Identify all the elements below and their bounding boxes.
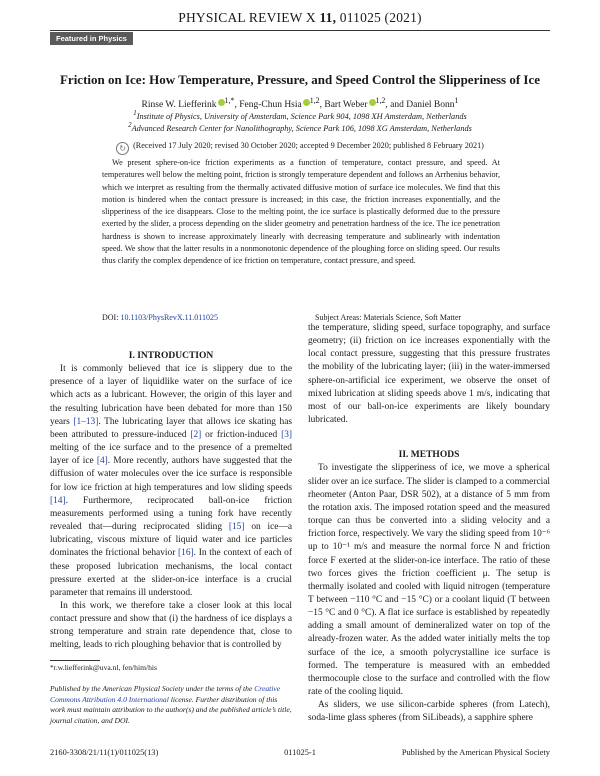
author-list: Rinse W. Liefferink $^{1,*}$, Feng-Chun Hsia $^{1,2}$, Bart Weber $^{1,2}$, and Daniel Bonn$^1$ — [141, 96, 459, 111]
author-name: Bart Weber — [324, 100, 368, 111]
right-column — [308, 322, 550, 726]
journal-header — [0, 10, 600, 26]
author-name: Feng-Chun Hsia — [239, 100, 302, 111]
article-info: 011025 (2021) — [339, 10, 422, 25]
author-affil: 1 — [454, 96, 459, 105]
subject-areas: Subject Areas: Materials Science, Soft Matter — [315, 313, 462, 322]
footer-publisher: Published by the American Physical Society — [401, 748, 550, 757]
author-name: Daniel Bonn — [406, 100, 455, 111]
citation-link[interactable]: [1–13] — [73, 416, 99, 427]
received-dates: ↻ (Received 17 July 2020; revised 30 October 2020; accepted 9 December 2020; published 8 February 2021) — [0, 141, 600, 155]
footnote-rule — [50, 660, 100, 661]
affiliation-2: $^2$Advanced Research Center for Nanolithography, Science Park 106, 1098 XG Amsterdam, Netherlands — [128, 122, 472, 133]
check-for-updates-icon[interactable]: ↻ — [116, 142, 129, 155]
footer-page-number: 011025-1 — [284, 748, 316, 757]
corresponding-author-footnote: *r.w.liefferink@uva.nl, fen/him/his — [50, 663, 157, 672]
methods-heading: II. METHODS — [398, 450, 460, 461]
citation-link[interactable]: [14] — [50, 495, 66, 506]
author-name: Rinse W. Liefferink — [141, 100, 217, 111]
citation-link[interactable]: [2] — [190, 429, 202, 440]
license-link[interactable]: Creative Commons Attribution 4.0 International — [50, 684, 281, 704]
intro-paragraph-2-continued: the temperature, sliding speed, surface topography, and surface geometry; (ii) friction on ice increases exponentially with the local contact pressure, suggesting that this pressure frustrates the mobility of the lubricating layer; (iii) in the water-immersed sphere-on-artificial ice experiment, we observe the onset of mixed lubrication at sliding speeds above 1 m/s, indicating that most of our ball-on-ice experiments are likely boundary lubricated. — [308, 323, 550, 426]
paper-title: Friction on Ice: How Temperature, Pressure, and Speed Control the Slipperiness of Ice — [59, 72, 541, 87]
header-rule — [50, 30, 550, 31]
license-notice: Published by the American Physical Society under the terms of the Creative Commons Attribution 4.0 International license. Further distribution of this work must maintain attribution to the author(s) and the published article’s title, journal citation, and DOI. — [50, 684, 292, 725]
citation-link[interactable]: [3] — [281, 429, 293, 440]
intro-paragraph-2: In this work, we therefore take a closer look at this local contact pressure and show that (i) the hardness of ice displays a strong temperature and strain rate dependence that, close to melting, leads to rich ploughing behavior that is controlled by — [50, 600, 292, 651]
citation-link[interactable]: [4] — [96, 456, 108, 467]
author-affil: 1,2 — [375, 96, 386, 105]
methods-paragraph-1: To investigate the slipperiness of ice, we move a spherical slider over an ice surface. The slider is clamped to a commercial rheometer (Anton Paar, DSR 502), at a distance of 5 mm from the rotation axis. The imposed rotation speed and the measured torque can thus be converted into a sliding velocity and a friction force, respectively. We vary the sliding speed from 10⁻⁶ up to 10⁻¹ m/s and measure the normal force N and friction force F exerted at the slider-on-ice interface. The ratio of these two forces gives the friction coefficient μ. The setup is thermally isolated and cooled with liquid nitrogen (temperature T between −110 °C and −15 °C) or a coolant liquid (T between −15 °C and 0 °C). A flat ice surface is established by repeatedly adding a small amount of demineralized water on top of the already-frozen water. As the added water initially melts the top surface of the ice, a smooth polycrystalline ice surface is formed. The temperature is measured with an embedded thermocouple close to the surface and controlled with the flow rate of the cooling liquid. — [308, 463, 550, 698]
journal-name: PHYSICAL REVIEW X — [178, 10, 316, 25]
doi-link[interactable]: 10.1103/PhysRevX.11.011025 — [120, 313, 219, 322]
abstract: We present sphere-on-ice friction experiments as a function of temperature, contact pressure, and speed. At temperatures well below the melting point, friction is strongly temperature dependent and follows an Arrhenius behavior, which we interpret as resulting from the thermally activated diffusive motion of surface ice molecules. We find that this motion is hindered when the contact pressure is increased; in this case, the friction increases exponentially, and the slipperiness of the ice disappears. Close to the melting point, the ice surface is plastically deformed due to the pressure exerted by the slider, a process depending on the slider geometry and penetration hardness of the ice. The ice penetration hardness is shown to increase approximately linearly with decreasing temperature and sublinearly with indentation speed. We show that the latter results in a nonmonotonic dependence of the ploughing force on sliding speed. Our results thus clarify the complex dependence of ice friction on temperature, contact pressure, and speed. — [102, 158, 500, 266]
author-affil: 1,2 — [309, 96, 320, 105]
journal-volume: 11, — [319, 10, 337, 25]
left-column — [50, 350, 292, 653]
featured-badge: Featured in Physics — [50, 32, 133, 45]
doi-line: DOI: 10.1103/PhysRevX.11.011025 — [102, 313, 219, 322]
intro-heading: I. INTRODUCTION — [128, 351, 214, 361]
orcid-icon[interactable] — [369, 99, 376, 106]
author-affil: 1,* — [224, 96, 235, 105]
methods-paragraph-2: As sliders, we use silicon-carbide spheres (from Latech), soda-lime glass spheres (from SiLibeads), a sapphire sphere — [308, 700, 550, 724]
citation-link[interactable]: [16] — [178, 548, 194, 559]
footer-issn: 2160-3308/21/11(1)/011025(13) — [50, 748, 159, 757]
intro-paragraph-1: It is commonly believed that ice is slippery due to the presence of a layer of liquidlike water on the surface of ice which acts as a lubricant. However, the origin of this layer and the resulting lubrication have been debated for more than 150 years [1–13]. The lubricating layer that allows ice skating has been attributed to pressure-induced [2] or friction-induced [3] melting of the ice surface and to the presence of a premelted layer of ice [4]. More recently, authors have suggested that the diffusion of water molecules over the ice surface is responsible for low ice friction at high temperatures and low sliding speeds [14]. Furthermore, reciprocated ball-on-ice friction measurements performed using a tuning fork have recently revealed that—during reciprocated sliding [15] on ice—a lubricating, viscous mixture of liquid water and ice particles dominates the frictional behavior [16]. In the context of each of these proposed lubrication mechanisms, the local contact pressure exerted at the slider-on-ice interface is a crucial parameter that remains ill understood. — [50, 364, 293, 598]
orcid-icon[interactable] — [303, 99, 310, 106]
orcid-icon[interactable] — [218, 99, 225, 106]
citation-link[interactable]: [15] — [228, 522, 245, 533]
affiliation-1: $^1$Institute of Physics, University of Amsterdam, Science Park 904, 1098 XH Amsterdam, Netherlands — [133, 110, 467, 121]
